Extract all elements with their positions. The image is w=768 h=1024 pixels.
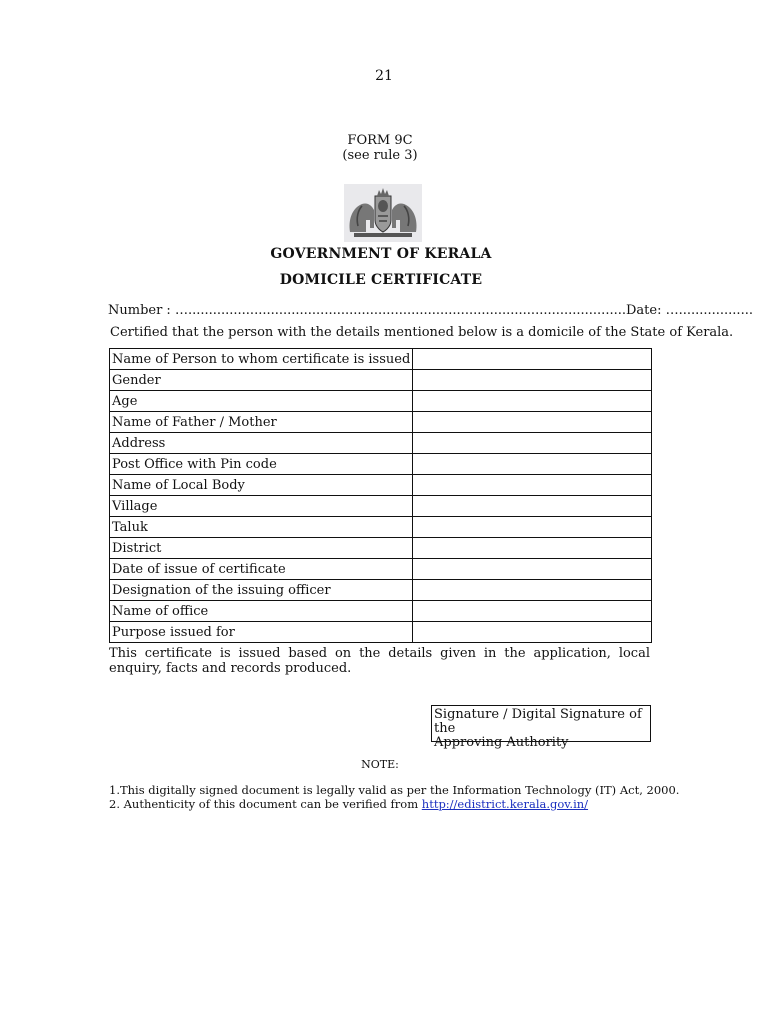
table-row	[110, 538, 652, 559]
table-row	[110, 370, 652, 391]
certified-statement: Certified that the person with the details mentioned below is a domicile of the State of Kerala.	[110, 325, 734, 340]
signature-box	[431, 705, 651, 750]
field-label: Designation of the issuing officer	[110, 580, 413, 601]
note-item-1: 1.This digitally signed document is legally valid as per the Information Technology (IT) Act, 2000.	[109, 783, 680, 797]
table-row	[110, 559, 652, 580]
field-label: Date of issue of certificate	[110, 559, 413, 580]
field-label: Gender	[110, 370, 413, 391]
field-value	[413, 349, 652, 370]
table-row	[110, 475, 652, 496]
field-value	[413, 475, 652, 496]
field-value	[413, 580, 652, 601]
field-label: Name of Person to whom certificate is issued	[110, 349, 413, 370]
edistrict-link[interactable]: http://edistrict.kerala.gov.in/	[421, 796, 589, 811]
form-title: FORM 9C	[347, 133, 413, 148]
field-value	[413, 538, 652, 559]
field-label: Name of office	[110, 601, 413, 622]
number-date-line: Number : …..........................................................................................................Date: …..................	[108, 303, 753, 318]
note-item-2-text: 2. Authenticity of this document can be verified from	[109, 796, 422, 811]
field-value	[413, 454, 652, 475]
field-value	[413, 559, 652, 580]
signature-label-line1: Signature / Digital Signature of the	[434, 707, 642, 736]
table-row	[110, 433, 652, 454]
page-number: 21	[375, 68, 393, 84]
form-rule: (see rule 3)	[342, 148, 418, 163]
table-row	[110, 496, 652, 517]
field-value	[413, 391, 652, 412]
table-row	[110, 454, 652, 475]
table-row	[110, 580, 652, 601]
table-row	[110, 622, 652, 643]
field-label: Purpose issued for	[110, 622, 413, 643]
table-row	[110, 517, 652, 538]
field-value	[413, 517, 652, 538]
government-heading: GOVERNMENT OF KERALA	[270, 246, 492, 262]
field-label: Address	[110, 433, 413, 454]
field-label: Village	[110, 496, 413, 517]
field-value	[413, 433, 652, 454]
issuance-statement: This certificate is issued based on the details given in the application, local enquiry, facts and records produced.	[109, 646, 650, 676]
field-label: Post Office with Pin code	[110, 454, 413, 475]
field-value	[413, 622, 652, 643]
table-row	[110, 349, 652, 370]
field-label: Taluk	[110, 517, 413, 538]
field-label: Name of Local Body	[110, 475, 413, 496]
field-value	[413, 496, 652, 517]
field-label: Name of Father / Mother	[110, 412, 413, 433]
field-value	[413, 412, 652, 433]
kerala-emblem	[344, 184, 422, 242]
field-value	[413, 601, 652, 622]
notes-list	[109, 784, 679, 811]
field-label: District	[110, 538, 413, 559]
table-row	[110, 412, 652, 433]
certificate-title: DOMICILE CERTIFICATE	[279, 272, 483, 288]
table-row	[110, 391, 652, 412]
field-label: Age	[110, 391, 413, 412]
emblem-icon	[344, 184, 422, 242]
form-heading	[0, 133, 760, 163]
note-heading: NOTE:	[361, 758, 399, 771]
signature-label-line2: Approving Authority	[434, 735, 569, 750]
note-item-2	[109, 798, 679, 812]
field-value	[413, 370, 652, 391]
details-table	[109, 348, 652, 643]
table-row	[110, 601, 652, 622]
